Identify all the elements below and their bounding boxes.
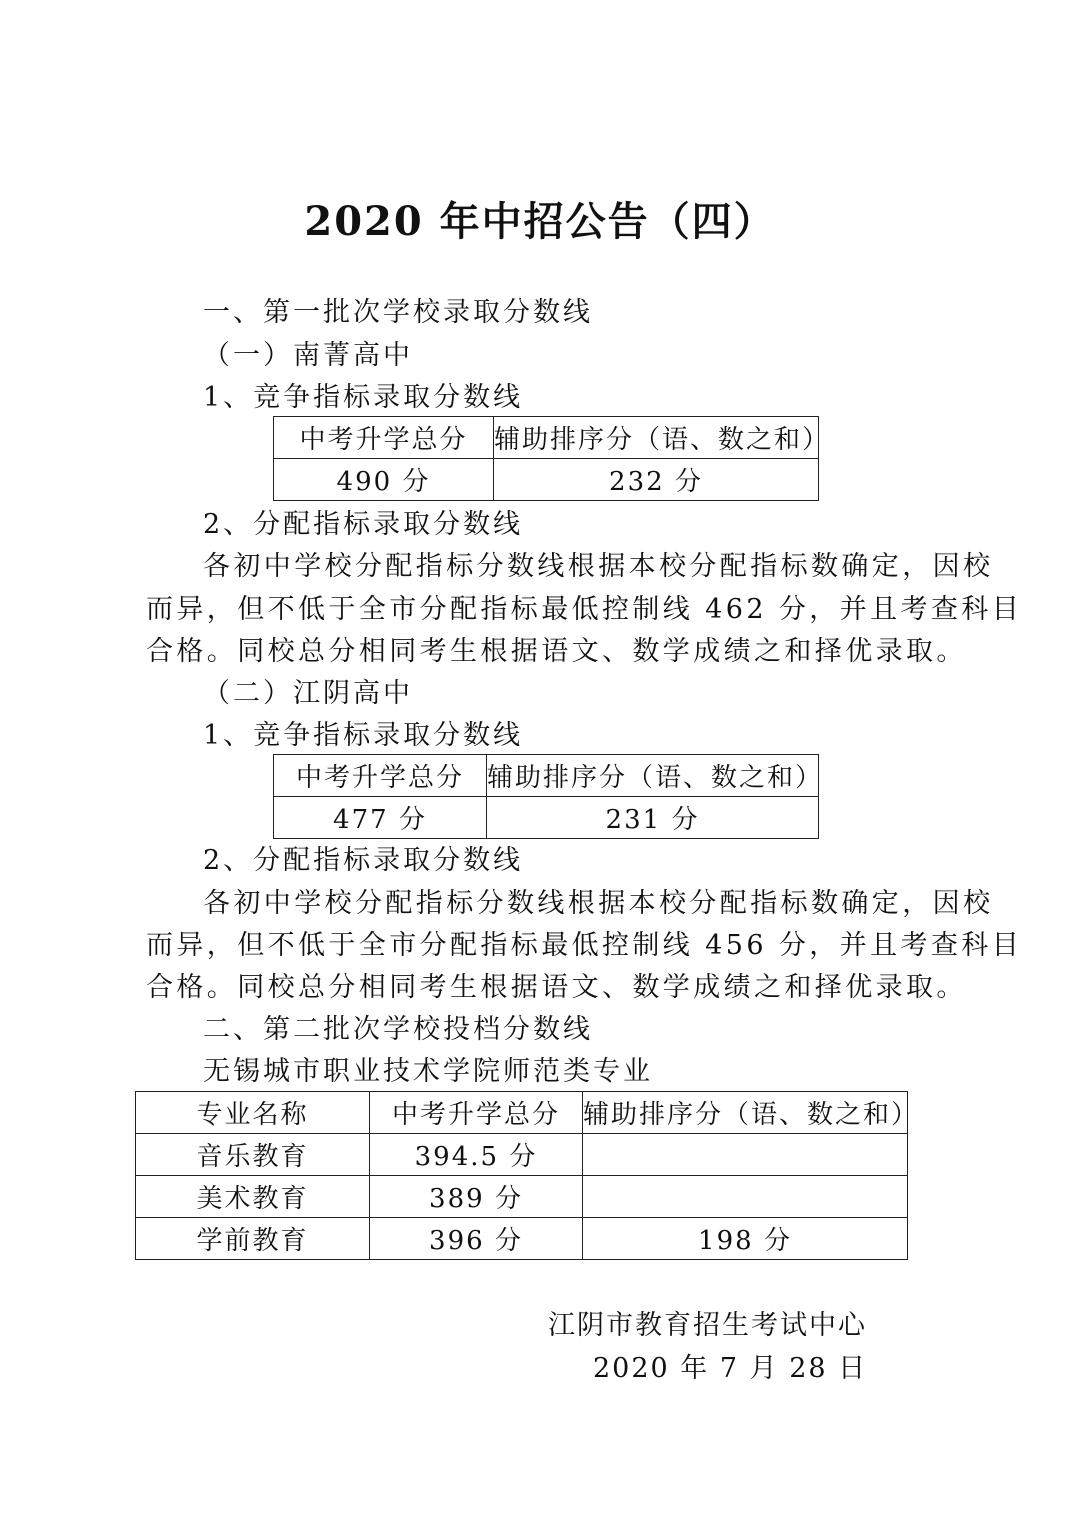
table-cell: 389 分: [370, 1176, 583, 1218]
school1-name: （一）南菁高中: [203, 340, 413, 371]
table-cell: 学前教育: [136, 1218, 370, 1260]
table-cell: 美术教育: [136, 1176, 370, 1218]
school2-score-table: [273, 754, 824, 839]
paragraph-line: 各初中学校分配指标分数线根据本校分配指标数确定，因校: [203, 551, 994, 582]
table-cell: 394.5 分: [370, 1134, 583, 1176]
table-header-cell: 辅助排序分（语、数之和）: [494, 417, 819, 459]
table-cell: [583, 1176, 908, 1218]
table-header-cell: 中考升学总分: [274, 755, 487, 797]
section2-subheading: 无锡城市职业技术学院师范类专业: [203, 1056, 653, 1087]
table-cell: 396 分: [370, 1218, 583, 1260]
table-cell: [583, 1134, 908, 1176]
table-header-cell: 辅助排序分（语、数之和）: [487, 755, 819, 797]
table-header-row: [274, 755, 819, 797]
school2-sub2: 2、分配指标录取分数线: [203, 845, 524, 876]
table-cell: 198 分: [583, 1218, 908, 1260]
table-cell: 232 分: [494, 459, 819, 501]
paragraph-line: 合格。同校总分相同考生根据语文、数学成绩之和择优录取。: [146, 972, 967, 1003]
section1-heading: 一、第一批次学校录取分数线: [203, 297, 593, 328]
page-title: 2020 年中招公告（四）: [304, 198, 776, 245]
table-header-row: [274, 417, 819, 459]
table-header-cell: 中考升学总分: [274, 417, 494, 459]
table-header-cell: 中考升学总分: [370, 1092, 583, 1134]
table-cell: 490 分: [274, 459, 494, 501]
signature-org: 江阴市教育招生考试中心: [548, 1310, 867, 1341]
school2-sub1: 1、竞争指标录取分数线: [203, 720, 524, 751]
table-header-cell: 专业名称: [136, 1092, 370, 1134]
table-cell: 音乐教育: [136, 1134, 370, 1176]
school1-sub1: 1、竞争指标录取分数线: [203, 382, 524, 413]
signature-date: 2020 年 7 月 28 日: [593, 1353, 868, 1384]
school1-score-table: [273, 416, 831, 501]
table-row: [274, 459, 819, 501]
paragraph-line: 而异，但不低于全市分配指标最低控制线 462 分，并且考查科目: [146, 594, 1023, 625]
table-header-row: [136, 1092, 908, 1134]
section2-score-table: [135, 1091, 920, 1260]
paragraph-line: 合格。同校总分相同考生根据语文、数学成绩之和择优录取。: [146, 636, 967, 667]
table-cell: 477 分: [274, 797, 487, 839]
table-row: [136, 1176, 908, 1218]
paragraph-line: 各初中学校分配指标分数线根据本校分配指标数确定，因校: [203, 888, 994, 919]
school2-name: （二）江阴高中: [203, 678, 413, 709]
table-header-cell: 辅助排序分（语、数之和）: [583, 1092, 908, 1134]
table-cell: 231 分: [487, 797, 819, 839]
table-row: [274, 797, 819, 839]
school1-sub2: 2、分配指标录取分数线: [203, 509, 524, 540]
table-row: [136, 1134, 908, 1176]
table-row: [136, 1218, 908, 1260]
section2-heading: 二、第二批次学校投档分数线: [203, 1014, 593, 1045]
paragraph-line: 而异，但不低于全市分配指标最低控制线 456 分，并且考查科目: [146, 930, 1023, 961]
